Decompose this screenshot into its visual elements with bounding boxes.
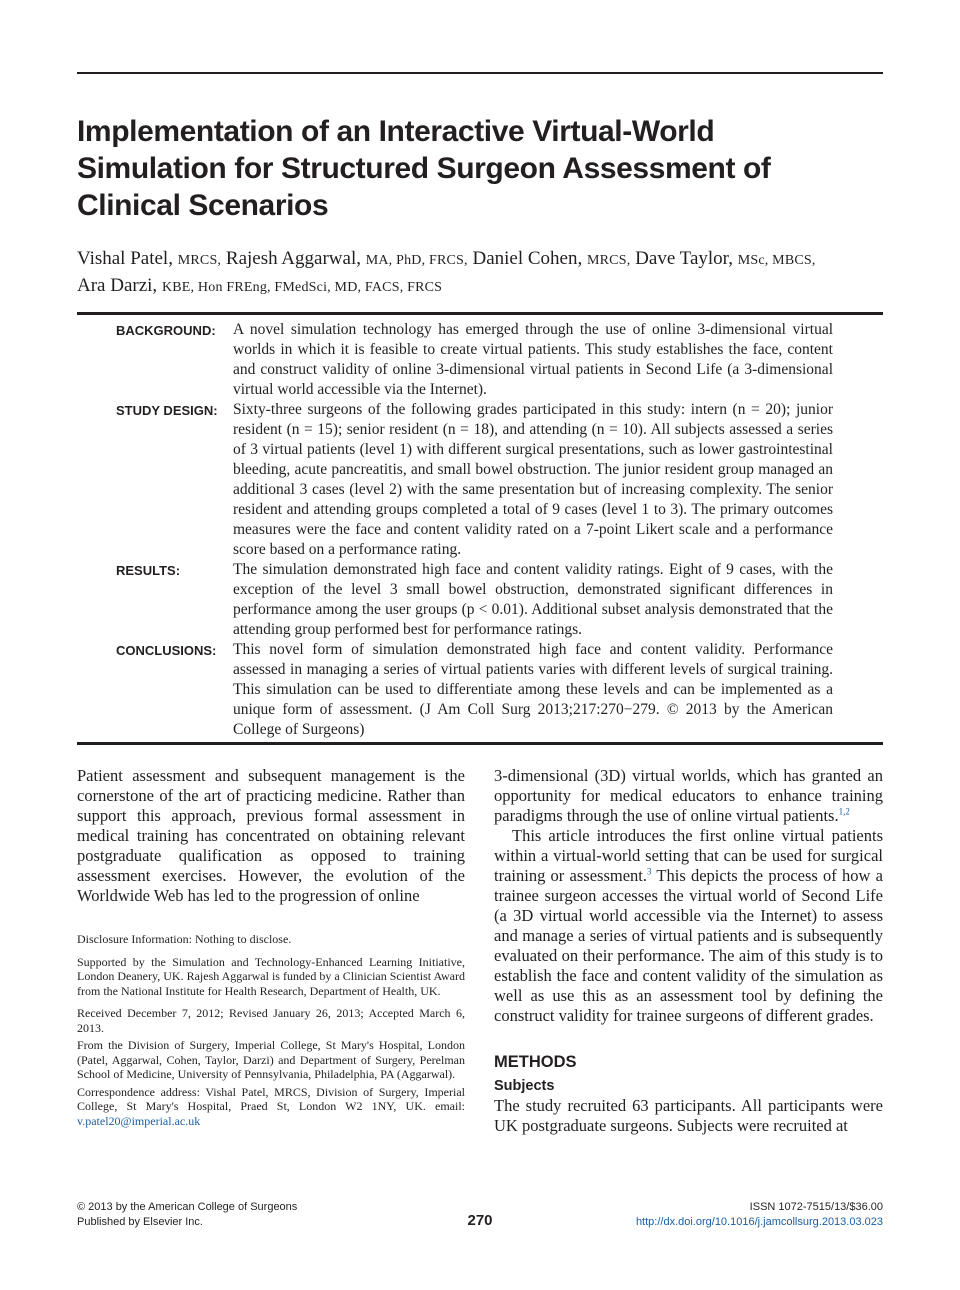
author-list xyxy=(77,246,877,300)
paragraph-text: This depicts the process of how a trainee surgeon accesses the virtual world of Second Life (a 3D virtual world accessible via the Internet) to assess and manage a series of virtual patients and is subsequently evaluated on their performance. The aim of this study is to establish the face and content validity of the simulation as well as use this as an assessment tool by defining the construct validity for trainee surgeons of different grades. xyxy=(494,866,883,1025)
page-number: 270 xyxy=(467,1212,493,1229)
body-paragraph xyxy=(494,766,883,826)
abstract-bottom-rule xyxy=(77,742,883,745)
author-name: Daniel Cohen, xyxy=(472,248,583,269)
abstract-text: A novel simulation technology has emerged through the use of online 3-dimensional virtual worlds in which it is feasible to create virtual patients. This study establishes the face, content and construct validity of online 3-dimensional virtual patients in Second Life (a 3-dimensional virtual world accessible via the Internet). xyxy=(233,321,833,398)
citation-ref[interactable]: 3 xyxy=(646,866,652,877)
abstract-top-rule xyxy=(77,312,883,315)
abstract-section-conclusions xyxy=(77,640,883,740)
footer-left xyxy=(77,1200,297,1230)
author-degrees: MA, PhD, FRCS, xyxy=(365,253,468,268)
abstract-section-study-design xyxy=(77,400,883,560)
affiliation-note: From the Division of Surgery, Imperial College, St Mary's Hospital, London (Patel, Aggarwal, Cohen, Taylor, Darzi) and Department of Surgery, Perelman School of Medicine, University of Pennsylvania, Philadelphia, PA (Aggarwal). xyxy=(77,1038,465,1081)
doi-link[interactable]: http://dx.doi.org/10.1016/j.jamcollsurg.2013.03.023 xyxy=(635,1216,883,1228)
abstract-section-background xyxy=(77,320,883,400)
author-degrees: KBE, Hon FREng, FMedSci, MD, FACS, FRCS xyxy=(161,280,443,295)
author-name: Dave Taylor, xyxy=(635,248,733,269)
received-note: Received December 7, 2012; Revised January 26, 2013; Accepted March 6, 2013. xyxy=(77,1006,465,1035)
subjects-heading: Subjects xyxy=(494,1078,555,1094)
author-name: Vishal Patel, xyxy=(77,248,173,269)
intro-paragraph: Patient assessment and subsequent management is the cornerstone of the art of practicing medicine. Rather than support this approach, previous formal assessment in medical training has concentrated on obtaining relevant postgraduate qualification as opposed to training assessment exercises. However, the evolution of the Worldwide Web has led to the progression of online xyxy=(77,766,465,905)
article-title: Implementation of an Interactive Virtual-World Simulation for Structured Surgeon Assessment of Clinical Scenarios xyxy=(77,115,771,222)
author-degrees: MRCS, xyxy=(177,253,222,268)
abstract-text: The simulation demonstrated high face and content validity ratings. Eight of 9 cases, with the exception of the level 3 small bowel obstruction, demonstrated significant differences in performance among the user groups (p < 0.01). Additional subset analysis demonstrated that the attending group performed best for performance ratings. xyxy=(233,561,833,638)
abstract-label: RESULTS: xyxy=(116,563,181,578)
abstract-label: BACKGROUND: xyxy=(116,323,216,338)
body-column-left xyxy=(77,766,465,906)
body-paragraph xyxy=(494,826,883,1026)
subjects-paragraph: The study recruited 63 participants. All participants were UK postgraduate surgeons. Subjects were recruited at xyxy=(494,1096,883,1135)
abstract xyxy=(77,320,883,740)
paragraph-text: 3-dimensional (3D) virtual worlds, which has granted an opportunity for medical educators to enhance training paradigms through the use of online virtual patients. xyxy=(494,766,883,825)
body-column-right xyxy=(494,766,883,1136)
methods-heading: METHODS xyxy=(494,1053,577,1071)
issn-text: ISSN 1072-7515/13/$36.00 xyxy=(749,1201,883,1213)
author-name: Ara Darzi, xyxy=(77,275,158,296)
abstract-text: This novel form of simulation demonstrated high face and content validity. Performance assessed in managing a series of virtual patients varies with different levels of surgical training. This simulation can be used to differentiate among these levels and can be implemented as a unique form of assessment. (J Am Coll Surg 2013;217:270−279. © 2013 by the American College of Surgeons) xyxy=(233,641,833,738)
author-degrees: MSc, MBCS, xyxy=(737,253,816,268)
disclosure-note: Disclosure Information: Nothing to disclose. xyxy=(77,932,292,946)
citation-ref[interactable]: 1,2 xyxy=(838,806,850,817)
abstract-text: Sixty-three surgeons of the following grades participated in this study: intern (n = 20); junior resident (n = 15); senior resident (n = 18), and attending (n = 10). All subjects assessed a series of 3 virtual patients (level 1) with different surgical presentations, such as lower gastrointestinal bleeding, acute pancreatitis, and small bowel obstruction. The junior resident group managed an additional 3 cases (level 2) with the same presentation but of increasing complexity. The senior resident and attending groups completed a total of 9 cases (level 1 to 3). The primary outcomes measures were the face and content validity rated on a 7-point Likert scale and a performance score based on a performance rating. xyxy=(233,401,833,558)
correspondence-text: Correspondence address: Vishal Patel, MRCS, Division of Surgery, Imperial College, St Mary's Hospital, Praed St, London W2 1NY, UK. email: xyxy=(77,1084,465,1113)
footer-right xyxy=(636,1200,883,1230)
abstract-label: STUDY DESIGN: xyxy=(116,403,218,418)
email-link[interactable]: v.patel20@imperial.ac.uk xyxy=(77,1113,201,1128)
support-note: Supported by the Simulation and Technology-Enhanced Learning Initiative, London Deanery, UK. Rajesh Aggarwal is funded by a Clinician Scientist Award from the National Institute for Health Research, Department of Health, UK. xyxy=(77,954,465,998)
publisher-text: Published by Elsevier Inc. xyxy=(77,1216,203,1228)
top-rule xyxy=(77,72,883,74)
abstract-section-results xyxy=(77,560,883,640)
paragraph-text: This article introduces the first online virtual patients within a virtual-world setting that can be used for surgical training or assessment. xyxy=(494,826,883,885)
abstract-label: CONCLUSIONS: xyxy=(116,643,217,658)
correspondence-note xyxy=(77,1085,465,1129)
copyright-text: © 2013 by the American College of Surgeons xyxy=(77,1201,298,1213)
author-degrees: MRCS, xyxy=(587,253,631,268)
author-name: Rajesh Aggarwal, xyxy=(225,248,361,269)
footnotes xyxy=(77,932,465,1131)
